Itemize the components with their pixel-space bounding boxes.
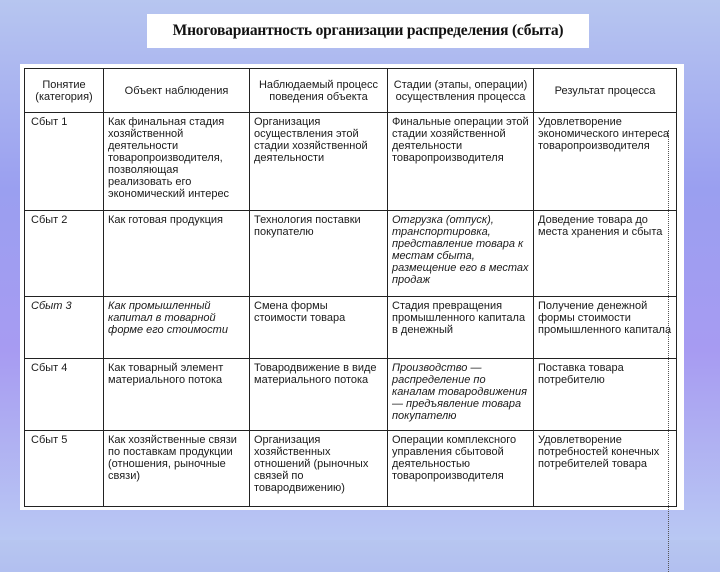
row-object: Как готовая продукция — [104, 211, 250, 297]
row-category: Сбыт 5 — [25, 431, 104, 507]
row-category: Сбыт 4 — [25, 359, 104, 431]
row-result: Доведение товара до места хранения и сбыта — [534, 211, 677, 297]
table-row — [25, 113, 677, 211]
row-result: Удовлетворение экономического интереса товаропроизводителя — [534, 113, 677, 211]
row-stages: Производство — распределение по каналам товародвижения — предъявление товара покупателю — [388, 359, 534, 431]
row-category: Сбыт 2 — [25, 211, 104, 297]
row-process: Товародвижение в виде материального потока — [250, 359, 388, 431]
slide-title: Многовариантность организации распределения (сбыта) — [172, 22, 564, 39]
table-row — [25, 431, 677, 507]
scanned-table-image — [20, 64, 684, 510]
row-category: Сбыт 3 — [25, 297, 104, 359]
distribution-table — [24, 68, 677, 507]
row-object: Как промышленный капитал в товарной форме его стоимости — [104, 297, 250, 359]
row-object: Как финальная стадия хозяйственной деятельности товаропроизводителя, позволяющая реализовать его экономический интерес — [104, 113, 250, 211]
row-result: Получение денежной формы стоимости промышленного капитала — [534, 297, 677, 359]
header-category: Понятие (категория) — [25, 69, 104, 113]
table-header-row — [25, 69, 677, 113]
slide-title-box — [147, 14, 589, 48]
row-process: Смена формы стоимости товара — [250, 297, 388, 359]
table-row — [25, 359, 677, 431]
header-result: Результат процесса — [534, 69, 677, 113]
row-process: Технология поставки покупателю — [250, 211, 388, 297]
table-row — [25, 211, 677, 297]
row-object: Как хозяйственные связи по поставкам продукции (отношения, рыночные связи) — [104, 431, 250, 507]
scan-artifact-dotted-line — [668, 130, 669, 572]
table-row — [25, 297, 677, 359]
row-result: Удовлетворение потребностей конечных потребителей товара — [534, 431, 677, 507]
header-stages: Стадии (этапы, операции) осуществления процесса — [388, 69, 534, 113]
row-stages: Стадия превращения промышленного капитала в денежный — [388, 297, 534, 359]
row-object: Как товарный элемент материального потока — [104, 359, 250, 431]
row-stages: Финальные операции этой стадии хозяйственной деятельности товаропроизводителя — [388, 113, 534, 211]
row-stages: Операции комплексного управления сбытовой деятельностью товаропроизводителя — [388, 431, 534, 507]
header-object: Объект наблюдения — [104, 69, 250, 113]
header-process: Наблюдаемый процесс поведения объекта — [250, 69, 388, 113]
row-result: Поставка товара потребителю — [534, 359, 677, 431]
row-process: Организация хозяйственных отношений (рыночных связей по товародвижению) — [250, 431, 388, 507]
row-process: Организация осуществления этой стадии хозяйственной деятельности — [250, 113, 388, 211]
row-category: Сбыт 1 — [25, 113, 104, 211]
row-stages: Отгрузка (отпуск), транспортировка, представление товара к местам сбыта, размещение его в местах продаж — [388, 211, 534, 297]
